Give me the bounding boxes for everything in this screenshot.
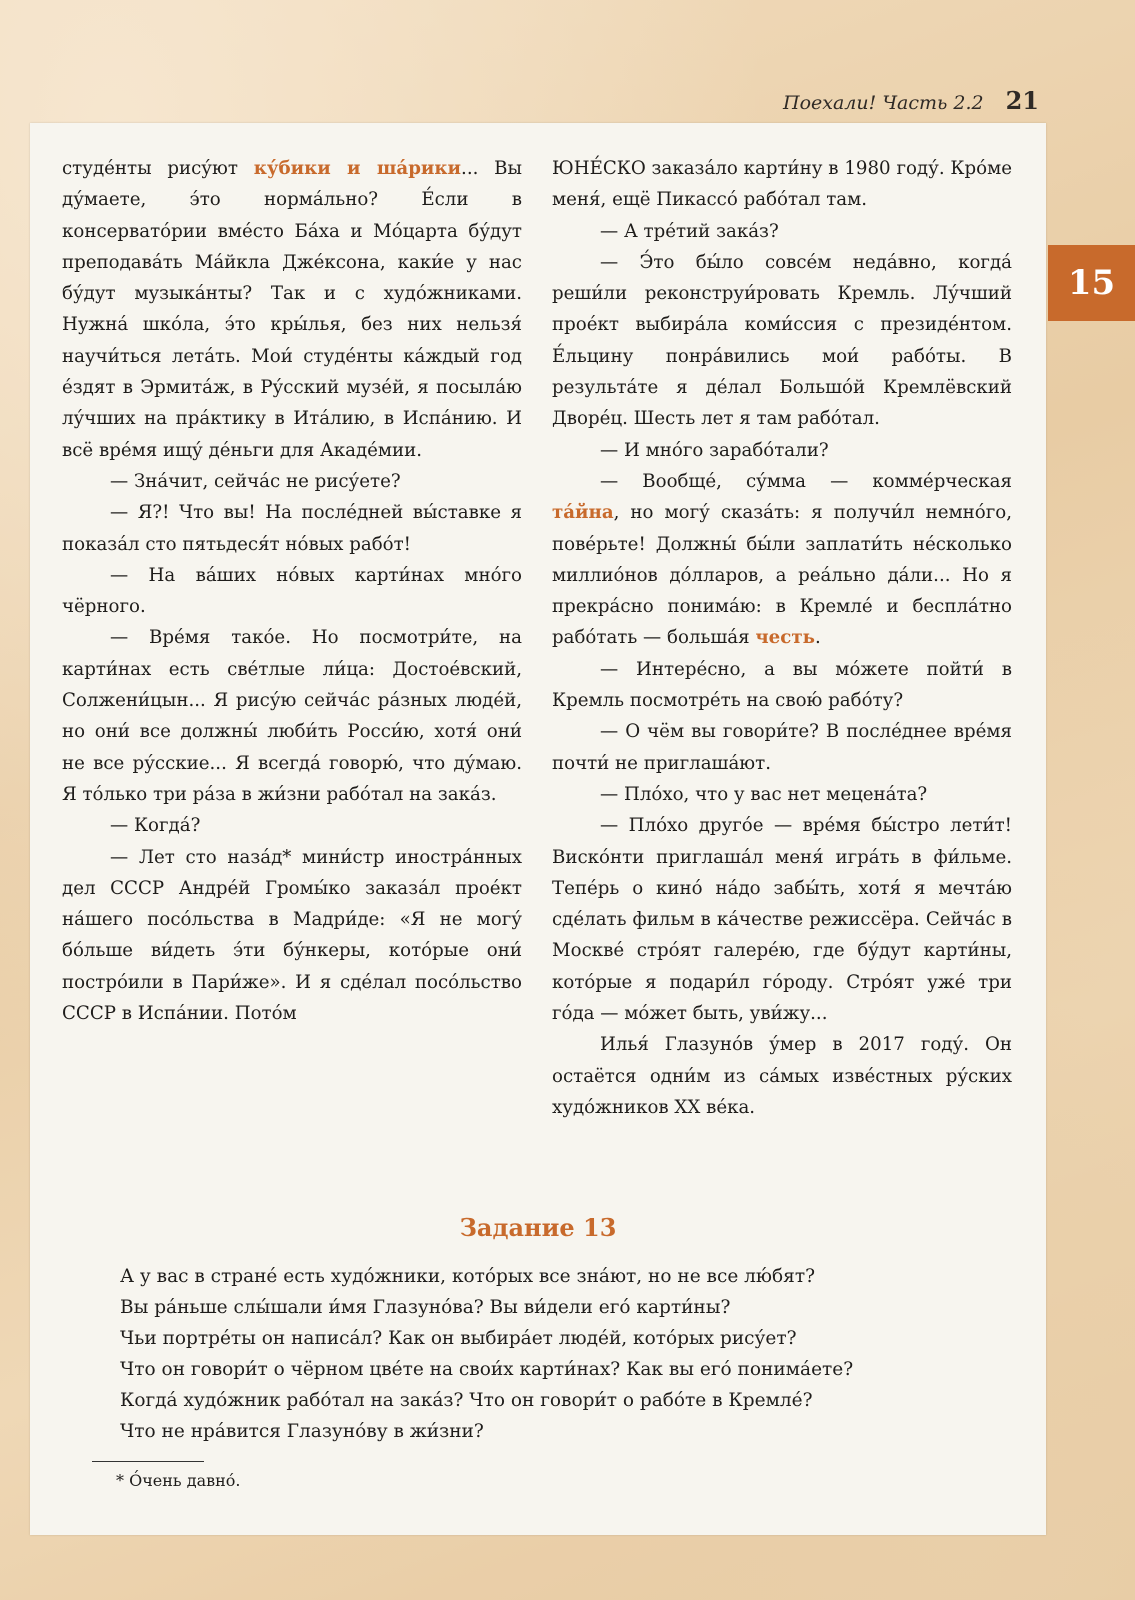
article-paragraph [552, 1029, 1012, 1123]
question-line: Что он говори́т о чёрном цве́те на свои́х карти́нах? Как вы его́ понима́ете? [120, 1359, 854, 1380]
highlighted-term: честь [755, 627, 815, 649]
highlighted-term: та́йна [552, 502, 614, 524]
right-text-column [552, 153, 1012, 1123]
article-paragraph [552, 716, 1012, 779]
article-paragraph [62, 560, 522, 623]
question-line: Чьи портре́ты он написа́л? Как он выбира́ет люде́й, кото́рых рису́ет? [120, 1328, 797, 1349]
question-line: Что не нра́вится Глазуно́ву в жи́зни? [120, 1421, 484, 1442]
left-text-column [62, 153, 522, 1029]
running-header [0, 86, 1039, 120]
article-paragraph [552, 435, 1012, 466]
paragraph-text: студе́нты рису́ют [62, 158, 254, 179]
paragraph-text: — Зна́чит, сейча́с не рису́ете? [110, 470, 401, 492]
paragraph-text: — О чём вы говори́те? В после́днее вре́мя почти́ не приглаша́ют. [552, 721, 1012, 774]
paragraph-text: ЮНЕ́СКО заказа́ло карти́ну в 1980 году́. Кро́ме меня́, ещё Пикассо́ рабо́тал там. [552, 158, 1012, 211]
article-paragraph [62, 466, 522, 497]
paragraph-text: ... Вы ду́маете, э́то норма́льно? Е́сли в консервато́рии вме́сто Ба́ха и Мо́царта бу́дут преподава́ть Ма́йкла Дже́ксона, каки́е у нас бу́дут музыка́нты? Так и с худо́жниками. Нужна́ шко́ла, э́то кры́лья, без них нельзя́ научи́ться лета́ть. Мои́ студе́нты ка́ждый год е́здят в Эрмита́ж, в Ру́сский музе́й, я посыла́ю лу́чших на пра́ктику в Ита́лию, в Испа́нию. И всё вре́мя ищу́ де́ньги для Акаде́мии. [62, 158, 522, 461]
paragraph-text: — Интере́сно, а вы мо́жете пойти́ в Кремль посмотре́ть на свою́ рабо́ту? [552, 658, 1012, 712]
article-paragraph [62, 497, 522, 560]
article-paragraph [62, 153, 522, 466]
page-number: 21 [1005, 86, 1039, 115]
paragraph-text: — На ва́ших но́вых карти́нах мно́го чёрного. [62, 564, 522, 618]
page-body [30, 123, 1046, 1535]
article-paragraph [552, 810, 1012, 1029]
paragraph-text: — Пло́хо, что у вас нет мецена́та? [600, 783, 928, 805]
task-questions [120, 1261, 1000, 1447]
paragraph-text: — Я?! Что вы! На после́дней вы́ставке я показа́л сто пятьдеся́т но́вых рабо́т! [62, 502, 522, 555]
question-line: Когда́ худо́жник рабо́тал на зака́з? Что он говори́т о рабо́те в Кремле́? [120, 1390, 813, 1411]
paragraph-text: , но могу́ сказа́ть: я получи́л немно́го, пове́рьте! Должны́ бы́ли заплати́ть не́сколько миллио́нов до́лларов, а реа́льно да́ли... Но я прекра́сно понима́ю: в Кремле́ и беспла́тно рабо́тать — больша́я [552, 502, 1012, 649]
footnote-divider [92, 1461, 204, 1462]
paragraph-text: — Вообще́, су́мма — комме́рческая [600, 470, 1012, 492]
article-paragraph [552, 153, 1012, 216]
article-paragraph [62, 810, 522, 841]
article-paragraph [552, 779, 1012, 810]
paragraph-text: — А тре́тий зака́з? [600, 220, 779, 242]
article-paragraph [62, 842, 522, 1030]
article-paragraph [552, 466, 1012, 654]
question-line: А у вас в стране́ есть худо́жники, кото́рых все зна́ют, но не все лю́бят? [120, 1266, 815, 1287]
paragraph-text: — Лет сто наза́д* мини́стр иностра́нных дел СССР Андре́й Громы́ко заказа́л прое́кт на́шего посо́льства в Мадри́де: «Я не могу́ бо́льше ви́деть э́ти бу́нкеры, кото́рые они́ постро́или в Пари́же». И я сде́лал посо́льство СССР в Испа́нии. Пото́м [62, 846, 522, 1025]
paragraph-text: — Пло́хо друго́е — вре́мя бы́стро лети́т! Виско́нти приглаша́л меня́ игра́ть в фи́льме. Тепе́рь о кино́ на́до забы́ть, хотя́ я мечта́ю сде́лать фильм в ка́честве режиссёра. Сейча́с в Москве́ стро́ят галере́ю, где бу́дут карти́ны, кото́рые я подари́л го́роду. Стро́ят уже́ три го́да — мо́жет быть, уви́жу... [552, 815, 1012, 1025]
highlighted-term: ку́бики и ша́рики [253, 158, 462, 179]
footnote: * О́чень давно́. [116, 1471, 241, 1490]
paragraph-text: Илья́ Глазуно́в у́мер в 2017 году́. Он остаётся одни́м из са́мых изве́стных ру́ских худо́жников XX ве́ка. [552, 1034, 1012, 1118]
paragraph-text: — Вре́мя тако́е. Но посмотри́те, на карти́нах есть све́тлые ли́ца: Достое́вский, Солжени́цын... Я рису́ю сейча́с ра́зных люде́й, но они́ все должны́ люби́ть Росси́ю, хотя́ они́ не все ру́сские... Я всегда́ говорю́, что ду́маю. Я то́лько три ра́за в жи́зни рабо́тал на зака́з. [62, 627, 522, 805]
article-paragraph [552, 654, 1012, 717]
article-paragraph [552, 216, 1012, 247]
article-paragraph [552, 247, 1012, 435]
question-line: Вы ра́ньше слы́шали и́мя Глазуно́ва? Вы ви́дели его́ карти́ны? [120, 1297, 731, 1318]
task-heading: Задание 13 [459, 1213, 617, 1242]
paragraph-text: — Э́то бы́ло совсе́м неда́вно, когда́ реши́ли реконструи́ровать Кремль. Лу́чший прое́кт выбира́ла коми́ссия с президе́нтом. Е́льцину понра́вились мои́ рабо́ты. В результа́те я де́лал Большо́й Кремлёвский Дворе́ц. Шесть лет я там рабо́тал. [552, 251, 1012, 430]
lesson-number-tab: 15 [1048, 245, 1135, 321]
paragraph-text: — И мно́го зарабо́тали? [600, 439, 829, 461]
paragraph-text: — Когда́? [110, 815, 201, 837]
article-paragraph [62, 622, 522, 810]
paragraph-text: . [814, 627, 821, 649]
book-title: Поехали! Часть 2.2 [783, 92, 984, 114]
